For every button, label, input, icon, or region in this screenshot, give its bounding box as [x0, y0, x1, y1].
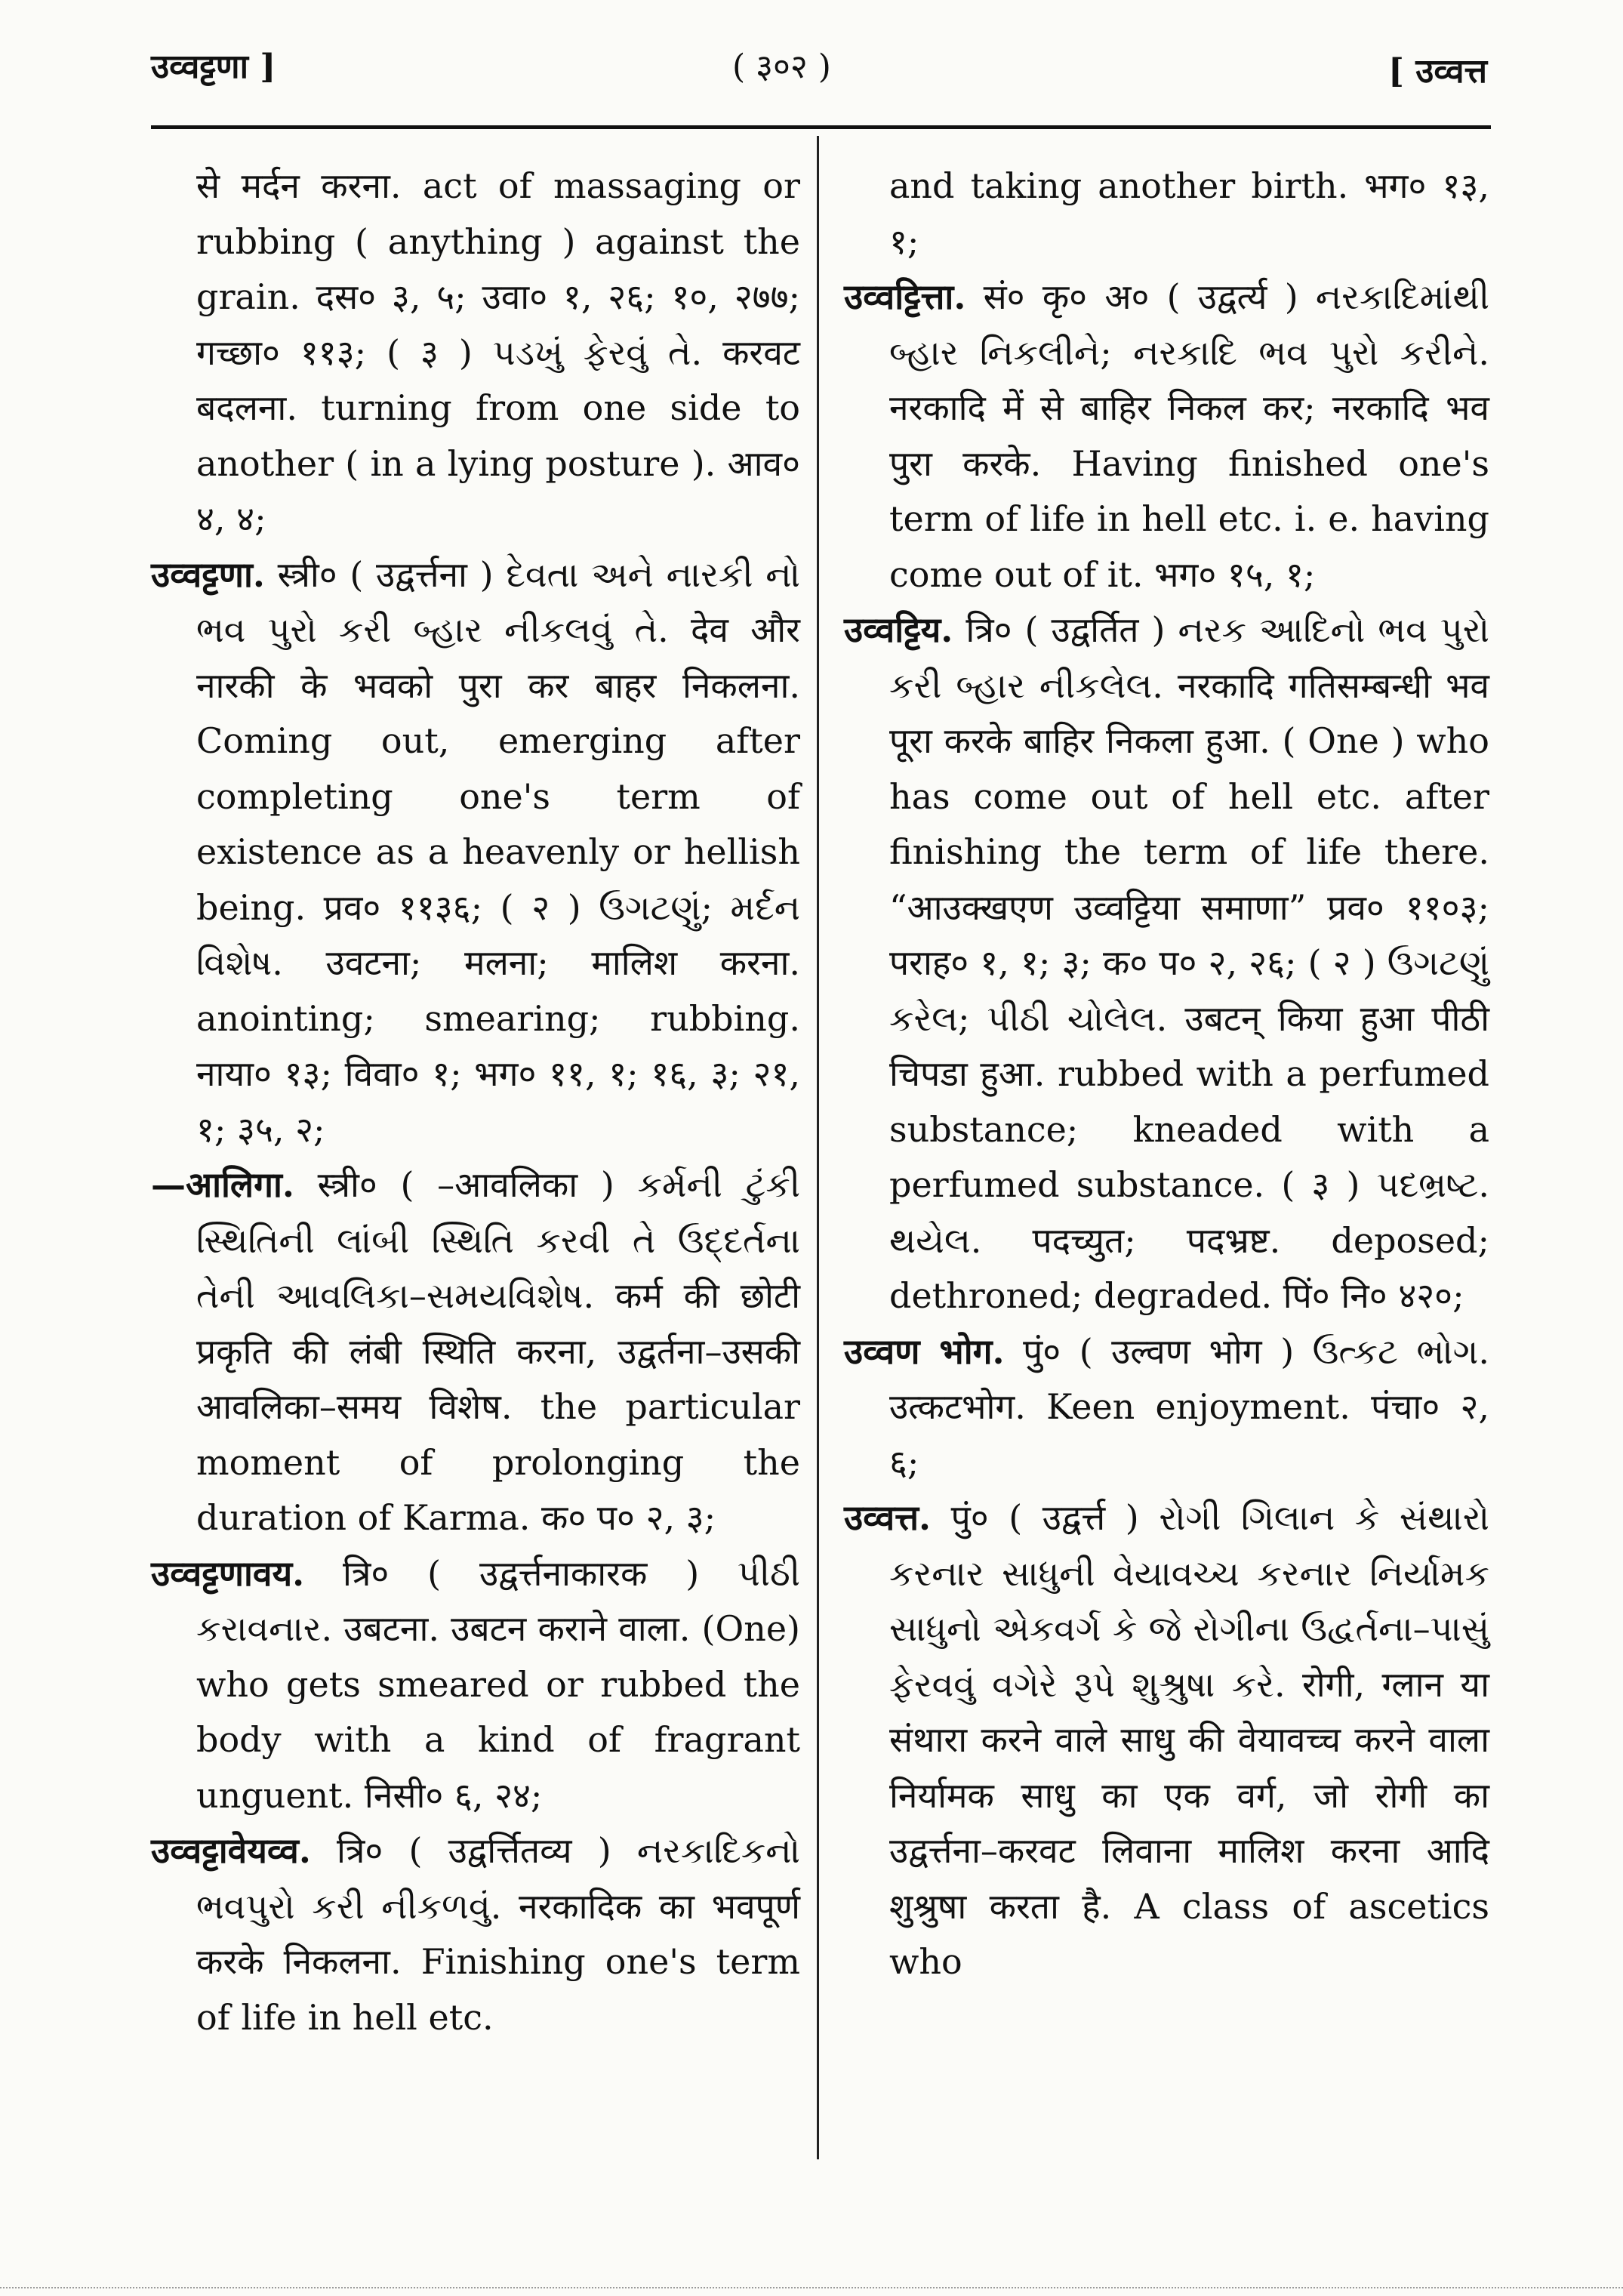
entry-headword: उव्वट्टित्ता.	[844, 276, 966, 317]
entry-continuation	[844, 159, 1489, 270]
entry-headword: उव्वट्टिय.	[844, 609, 953, 650]
dictionary-entry	[151, 547, 800, 1158]
entry-text: त्रि० ( उद्वर्त्तितव्य ) નરકાદિકનો ભવપુરો કરી નીકળવું. नरकादिक का भवपूर्ण करके निकलना. Finishing one's term of life in hell etc.	[196, 1830, 800, 2038]
left-column	[151, 159, 800, 2045]
entry-text: and taking another birth. भग० १३, १;	[889, 165, 1489, 262]
dictionary-entry	[844, 603, 1489, 1324]
entry-headword: उव्वट्टणावय.	[151, 1552, 305, 1594]
entry-text: पुं० ( उल्वण भोग ) ઉત્કટ ભોગ. उत्कटभोग. Keen enjoyment. पंचा० २, ६;	[889, 1330, 1489, 1483]
right-guide-word: [ उव्वत्त	[1388, 52, 1487, 91]
entry-text: स्त्री० ( उद्वर्त्तना ) દેવતા અને નારકી નો ભવ પુરો કરી બ્હાર નીકલવું તે. देव और नारकी के भवको पुरा कर बाहर निकलना. Coming out, emerging after completing one's term of existence as a heavenly or hellish being. प्रव० ११३६; ( २ ) ઉગટણું; મર્દન વિશેષ. उवटना; मलना; मालिश करना. anointing; smearing; rubbing. नाया० १३; विवा० १; भग० ११, १; १६, ३; २१, १; ३५, २;	[196, 553, 800, 1150]
entry-text: से मर्दन करना. act of massaging or rubbing ( anything ) against the grain. दस० ३, ५; उवा० १, २६; १०, २७७; गच्छा० ११३; ( ३ ) પડખું ફેરવું તે. करवट बदलना. turning from one side to another ( in a lying posture ). आव० ४, ४;	[196, 165, 800, 539]
entry-text: त्रि० ( उद्वर्तित ) નરક આદિનો ભવ પુરો કરી બ્હાર નીકલેલ. नरकादि गतिसम्बन्धी भव पूरा करके बाहिर निकला हुआ. ( One ) who has come out of hell etc. after finishing the term of life there. “आउक्खएण उव्वट्टिया समाणा” प्रव० ११०३; पराह० १, १; ३; क० प० २, २६; ( २ ) ઉગટણું કરેલ; પીઠી ચોલેલ. उबटन् किया हुआ पीठी चिपडा हुआ. rubbed with a perfumed substance; kneaded with a perfumed substance. ( ३ ) પદભ્રષ્ટ. થયેલ. पदच्युत; पदभ्रष्ट. deposed; dethroned; degraded. पिं० नि० ४२०;	[889, 609, 1489, 1316]
entry-headword: उव्वट्टावेयव्व.	[151, 1830, 311, 1871]
page-number: ( ३०२ )	[732, 48, 831, 86]
entry-continuation	[151, 159, 800, 547]
entry-text: सं० कृ० अ० ( उद्वर्त्य ) નરકાદિમાંથી બ્હાર નિકલીને; નરકાદિ ભવ પુરો કરીને. नरकादि में से बाहिर निकल कर; नरकादि भव पुरा करके. Having finished one's term of life in hell etc. i. e. having come out of it. भग० १५, १;	[889, 276, 1489, 595]
entry-text: पुं० ( उद्वर्त्त ) રોગી ગિલાન કે સંથારો કરનાર સાધુની વેયાવચ્ચ કરનાર નિર્યામક સાધુનો એકવર્ગ કે જે રોગીના ઉદ્વર્તના–પાસું ફેરવવું વગેરે રૂપે શુશ્રુષા કરે. रोगी, ग्लान या संथारा करने वाले साधु की वेयावच्च करने वाला निर्यामक साधु का एक वर्ग, जो रोगी का उद्वर्त्तना–करवट लिवाना मालिश करना आदि शुश्रुषा करता है. A class of ascetics who	[889, 1497, 1489, 1982]
dictionary-entry	[151, 1823, 800, 2045]
left-guide-word: उव्वट्टणा ]	[151, 48, 276, 86]
dictionary-entry	[844, 1490, 1489, 1990]
column-divider	[817, 136, 819, 2159]
entry-headword: उव्वत्त.	[844, 1497, 932, 1538]
entry-headword: उव्वण भोग.	[844, 1330, 1005, 1372]
right-column	[844, 159, 1489, 1990]
entry-headword: —आलिगा.	[151, 1164, 294, 1205]
header-rule	[151, 125, 1491, 129]
dictionary-entry	[151, 1546, 800, 1824]
entry-headword: उव्वट्टणा.	[151, 553, 265, 595]
scan-edge-line	[0, 2285, 1623, 2288]
dictionary-entry	[844, 270, 1489, 603]
dictionary-subentry	[151, 1157, 800, 1546]
entry-text: त्रि० ( उद्वर्त्तनाकारक ) પીઠી કરાવનાર. उबटना. उबटन कराने वाला. (One) who gets smeared or rubbed the body with a kind of fragrant unguent. निसी० ६, २४;	[196, 1552, 800, 1816]
entry-text: स्त्री० ( –आवलिका ) કર્મની ટુંકી સ્થિતિની લાંબી સ્થિતિ કરવી તે ઉદ્દર્તના તેની આવલિકા–સમયવિશેષ. कर्म की छोटी प्रकृति की लंबी स्थिति करना, उद्वर्तना–उसकी आवलिका–समय विशेष. the particular moment of prolonging the duration of Karma. क० प० २, ३;	[196, 1164, 800, 1538]
running-head	[151, 29, 1487, 89]
dictionary-entry	[844, 1324, 1489, 1491]
